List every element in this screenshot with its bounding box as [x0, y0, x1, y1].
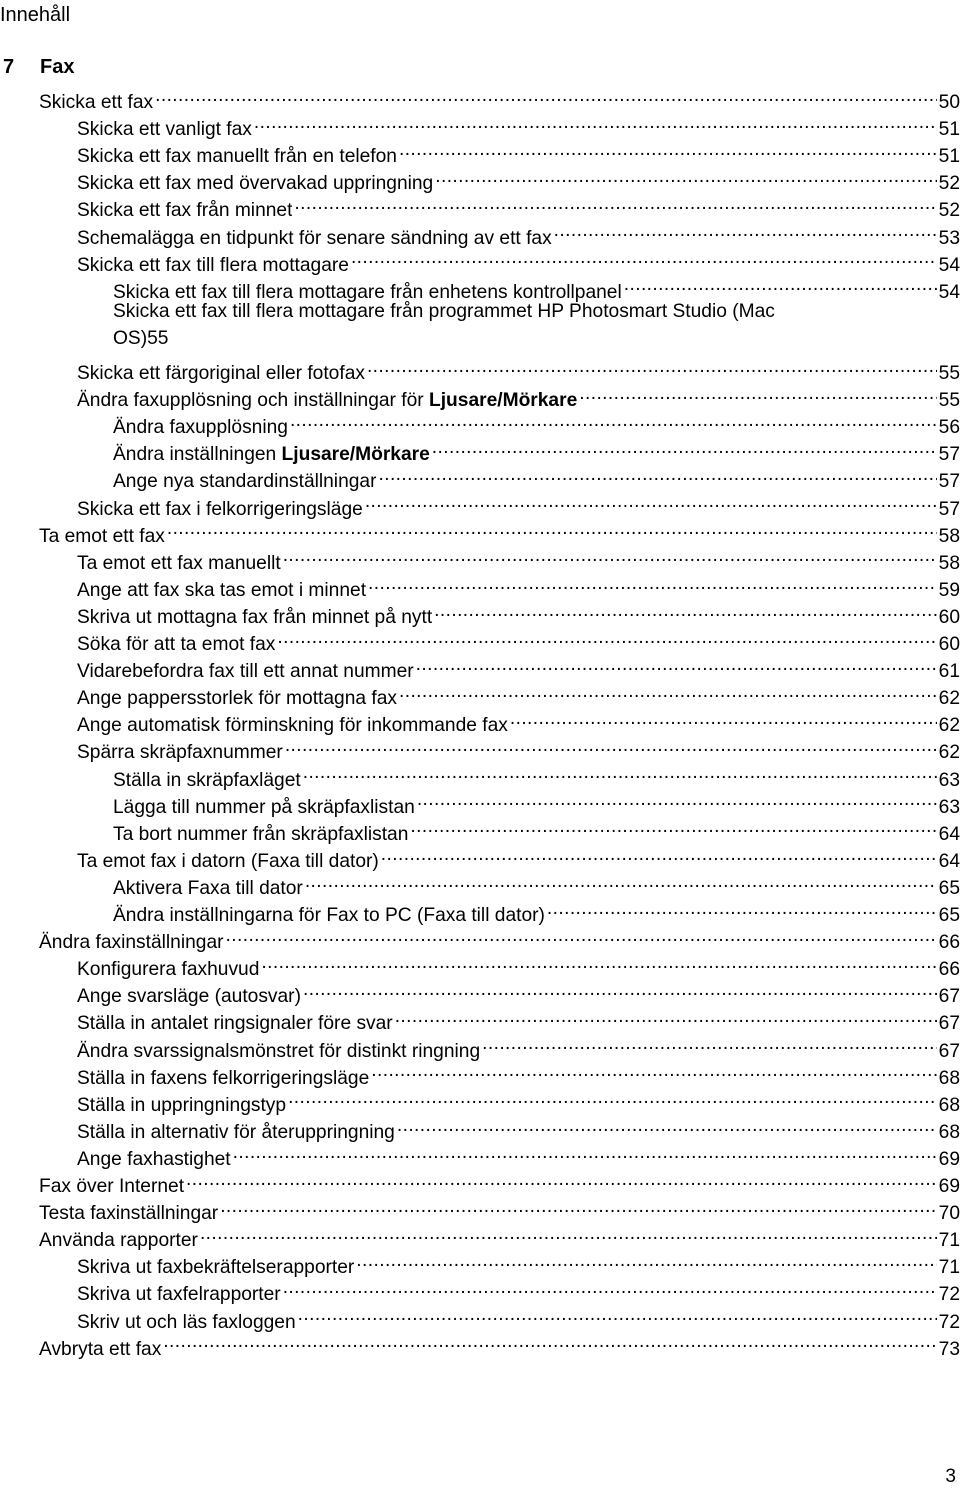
toc-entry-page: 55 [938, 363, 960, 384]
toc-entry[interactable] [77, 677, 960, 710]
dot-leader [371, 1057, 936, 1084]
toc-entry-title: Avbryta ett fax [39, 1338, 162, 1360]
toc-entry-title: Ange att fax ska tas emot i minnet [77, 579, 367, 601]
toc-entry[interactable] [39, 1165, 960, 1197]
toc-entry[interactable] [77, 217, 960, 249]
toc-entry[interactable] [77, 108, 960, 141]
toc-entry[interactable] [77, 650, 960, 683]
toc-entry[interactable] [77, 162, 960, 195]
toc-entry[interactable] [77, 975, 960, 1008]
toc-entry-title: Ändra faxupplösning och inställningar för Ljusare/Mörkare [77, 390, 578, 412]
dot-leader [305, 867, 937, 894]
toc-entry[interactable] [39, 921, 960, 954]
toc-entry[interactable] [113, 460, 960, 493]
toc-entry-page: 57 [938, 444, 960, 466]
toc-entry-title: Ändra faxinställningar [39, 932, 224, 954]
chapter-number: 7 [3, 56, 15, 78]
toc-entry-page: 57 [938, 471, 960, 493]
toc-entry-title: Ändra svarssignalsmönstret för distinkt ringning [77, 1040, 481, 1062]
dot-leader [482, 1030, 937, 1057]
toc-entry-title: Skicka ett fax till flera mottagare från programmet HP Photosmart Studio (Mac [113, 300, 775, 322]
toc-entry[interactable] [113, 759, 960, 791]
toc-entry-title: Ställa in uppringningstyp [77, 1094, 287, 1116]
toc-entry[interactable] [77, 1273, 960, 1306]
toc-entry-page: 60 [938, 606, 960, 628]
toc-entry-page: 73 [938, 1338, 960, 1360]
dot-leader [303, 975, 937, 1002]
toc-entry-page: 52 [938, 200, 960, 222]
toc-entry-page: 56 [938, 417, 960, 439]
dot-leader [417, 786, 937, 813]
toc-entry[interactable] [113, 271, 960, 303]
toc-entry-page: 69 [938, 1148, 960, 1170]
dot-leader [367, 352, 937, 379]
dot-leader [378, 460, 936, 487]
toc-entry-title: Schemalägga en tidpunkt för senare sändning av ett fax [77, 227, 552, 249]
dot-leader [410, 813, 936, 840]
toc-entry[interactable] [77, 244, 960, 276]
toc-entry-title: Skriva ut faxbekräftelserapporter [77, 1257, 355, 1279]
dot-leader [365, 488, 937, 515]
toc-entry-title: Ställa in antalet ringsignaler före svar [77, 1013, 393, 1035]
toc-entry-title: Skicka ett färgoriginal eller fotofax [77, 363, 365, 384]
toc-entry[interactable] [77, 596, 960, 628]
toc-entry-title: Skicka ett fax [39, 92, 154, 113]
toc-entry-title: Ta emot ett fax manuellt [77, 552, 281, 574]
toc-entry[interactable] [39, 1219, 960, 1252]
dot-leader [356, 1246, 936, 1273]
toc-entry[interactable] [77, 135, 960, 168]
toc-entry-page: 66 [938, 959, 960, 981]
toc-entry-page: 71 [938, 1230, 960, 1252]
toc-entry-page: 63 [938, 796, 960, 818]
toc-entry-page: 65 [938, 905, 960, 926]
toc-entry[interactable] [77, 1002, 960, 1035]
toc-entry-title: Skicka ett fax från minnet [77, 200, 293, 222]
toc-entry-title: Ange pappersstorlek för mottagna fax [77, 688, 397, 710]
toc-entry-page: 67 [938, 986, 960, 1008]
dot-leader [233, 1138, 937, 1165]
toc-entry-page: 58 [938, 525, 960, 547]
dot-leader [435, 162, 936, 189]
toc-entry-title: Ange faxhastighet [77, 1148, 231, 1170]
toc-entry-page: 62 [938, 742, 960, 764]
toc-entry-title: Ställa in faxens felkorrigeringsläge [77, 1067, 370, 1089]
toc-entry-page: 63 [938, 769, 960, 791]
toc-entry-title: Skicka ett fax med övervakad uppringning [77, 173, 434, 195]
dot-leader [395, 1002, 937, 1029]
dot-leader [416, 650, 937, 677]
dot-leader [290, 406, 937, 433]
toc-entry[interactable] [77, 542, 960, 574]
toc-entry-title-continuation: OS) [113, 327, 148, 349]
toc-entry-page: 68 [938, 1121, 960, 1143]
dot-leader [277, 623, 936, 650]
page-header-title: Innehåll [0, 4, 71, 26]
toc-entry-title: Ändra inställningen Ljusare/Mörkare [113, 444, 430, 466]
toc-entry[interactable] [39, 81, 960, 113]
toc-entry-title: Skriva ut mottagna fax från minnet på nytt [77, 606, 433, 628]
dot-leader [368, 569, 937, 596]
toc-entry-title: Testa faxinställningar [39, 1203, 219, 1225]
toc-entry[interactable] [77, 1138, 960, 1170]
toc-entry[interactable] [77, 352, 960, 384]
toc-entry-page: 64 [938, 823, 960, 845]
dot-leader [434, 596, 937, 623]
toc-entry-title: Ändra inställningarna för Fax to PC (Faxa till dator) [113, 905, 545, 926]
dot-leader [285, 731, 937, 758]
toc-entry-page: 62 [938, 688, 960, 710]
toc-entry-page: 60 [938, 634, 960, 655]
toc-entry-page: 65 [938, 877, 960, 899]
toc-entry[interactable] [77, 1246, 960, 1279]
toc-entry[interactable] [39, 515, 960, 547]
dot-leader [397, 1111, 937, 1138]
toc-entry[interactable] [77, 1057, 960, 1089]
toc-entry-page: 68 [938, 1094, 960, 1116]
dot-leader [432, 433, 937, 460]
dot-leader [294, 189, 936, 216]
dot-leader [351, 244, 937, 271]
toc-entry-page: 69 [938, 1176, 960, 1197]
toc-entry[interactable] [77, 731, 960, 764]
dot-leader [283, 1273, 937, 1300]
toc-entry-title: Spärra skräpfaxnummer [77, 742, 283, 764]
dot-leader [288, 1084, 937, 1111]
toc-entry-page: 70 [938, 1203, 960, 1225]
toc-entry-continuation[interactable] [113, 325, 960, 352]
toc-entry-page: 54 [938, 254, 960, 276]
toc-entry-title: Skicka ett vanligt fax [77, 119, 252, 141]
toc-entry-title: Ställa in alternativ för återuppringning [77, 1121, 395, 1143]
toc-entry-title: Skicka ett fax manuellt från en telefon [77, 146, 397, 168]
toc-entry[interactable] [77, 840, 960, 872]
toc-entry-title: Ändra faxupplösning [113, 417, 288, 439]
toc-entry[interactable] [77, 623, 960, 655]
toc-entry-page: 54 [938, 281, 960, 303]
toc-entry-page: 67 [938, 1013, 960, 1035]
toc-entry-page: 59 [938, 579, 960, 601]
dot-leader [226, 921, 937, 948]
toc-entry[interactable] [77, 1301, 960, 1333]
toc-entry-page: 64 [938, 850, 960, 872]
dot-leader [283, 542, 937, 569]
toc-entry-page: 66 [938, 932, 960, 954]
toc-entry-page: 71 [938, 1257, 960, 1279]
toc-entry[interactable] [77, 1111, 960, 1143]
toc-entry-page: 72 [938, 1284, 960, 1306]
dot-leader [510, 704, 937, 731]
toc-entry-title: Ange nya standardinställningar [113, 471, 377, 493]
dot-leader [220, 1192, 936, 1219]
toc-entry-page: 67 [938, 1040, 960, 1062]
toc-entry[interactable] [113, 894, 960, 926]
dot-leader [399, 135, 937, 162]
dot-leader [298, 1301, 937, 1328]
dot-leader [163, 1328, 936, 1355]
toc-entry-title: Aktivera Faxa till dator [113, 877, 303, 899]
toc-entry-title: Söka för att ta emot fax [77, 634, 276, 655]
toc-entry[interactable] [77, 569, 960, 601]
toc-entry-title: Ange automatisk förminskning för inkommande fax [77, 715, 508, 737]
dot-leader [381, 840, 937, 867]
toc-entry[interactable] [113, 406, 960, 439]
toc-entry[interactable] [77, 379, 960, 412]
toc-entry[interactable] [77, 488, 960, 520]
page-number: 3 [945, 1466, 956, 1487]
toc-entry-title: Skicka ett fax till flera mottagare [77, 254, 349, 276]
toc-entry-title: Vidarebefordra fax till ett annat nummer [77, 661, 414, 683]
toc-entry-title: Använda rapporter [39, 1230, 198, 1252]
dot-leader [186, 1165, 937, 1192]
toc-entry[interactable] [113, 786, 960, 818]
chapter-title: Fax [40, 56, 75, 78]
toc-entry-title: Ange svarsläge (autosvar) [77, 986, 301, 1008]
toc-entry-page: 55 [938, 390, 960, 412]
toc-entry-title: Konfigurera faxhuvud [77, 959, 260, 981]
toc-entry-title: Ta emot ett fax [39, 525, 165, 547]
dot-leader [167, 515, 937, 542]
toc-entry-title: Ställa in skräpfaxläget [113, 769, 301, 791]
toc-entry-title: Skicka ett fax till flera mottagare från enhetens kontrollpanel [113, 281, 622, 303]
toc-entry-title: Lägga till nummer på skräpfaxlistan [113, 796, 415, 818]
toc-entry[interactable] [77, 704, 960, 737]
dot-leader [200, 1219, 937, 1246]
toc-entry[interactable] [77, 189, 960, 222]
dot-leader [554, 217, 937, 244]
toc-entry-page: 58 [938, 552, 960, 574]
dot-leader [579, 379, 936, 406]
toc-entry[interactable] [113, 298, 960, 325]
toc-entry-page: 68 [938, 1067, 960, 1089]
toc-entry[interactable] [113, 813, 960, 845]
dot-leader [303, 759, 937, 786]
toc-entry-page: 62 [938, 715, 960, 737]
toc-entry[interactable] [77, 948, 960, 981]
toc-entry[interactable] [77, 1084, 960, 1116]
dot-leader [155, 81, 937, 108]
toc-entry-page: 53 [938, 227, 960, 249]
toc-entry-title: Skriva ut faxfelrapporter [77, 1284, 281, 1306]
dot-leader [547, 894, 937, 921]
toc-entry-title: Ta bort nummer från skräpfaxlistan [113, 823, 409, 845]
toc-entry-title: Ta emot fax i datorn (Faxa till dator) [77, 850, 379, 872]
toc-entry-title: Fax över Internet [39, 1176, 185, 1197]
dot-leader [624, 271, 937, 298]
toc-entry-page: 61 [938, 661, 960, 683]
toc-entry[interactable] [113, 867, 960, 899]
toc-entry[interactable] [39, 1192, 960, 1225]
toc-entry[interactable] [39, 1328, 960, 1360]
toc-entry-page: 52 [938, 173, 960, 195]
toc-entry-title: Skicka ett fax i felkorrigeringsläge [77, 498, 363, 520]
toc-entry-page: 55 [147, 327, 169, 349]
toc-entry-page: 50 [938, 92, 960, 113]
toc-entry[interactable] [113, 433, 960, 466]
dot-leader [399, 677, 937, 704]
toc-entry-page: 72 [938, 1311, 960, 1333]
toc-entry[interactable] [77, 1030, 960, 1062]
dot-leader [254, 108, 937, 135]
toc-entry-page: 51 [938, 146, 960, 168]
toc-entry-title: Skriv ut och läs faxloggen [77, 1311, 296, 1333]
dot-leader [261, 948, 936, 975]
toc-entry-bold-term: Ljusare/Mörkare [429, 390, 578, 412]
toc-entry-page: 51 [938, 119, 960, 141]
toc-entry-page: 57 [938, 498, 960, 520]
toc-entry-bold-term: Ljusare/Mörkare [281, 444, 430, 466]
